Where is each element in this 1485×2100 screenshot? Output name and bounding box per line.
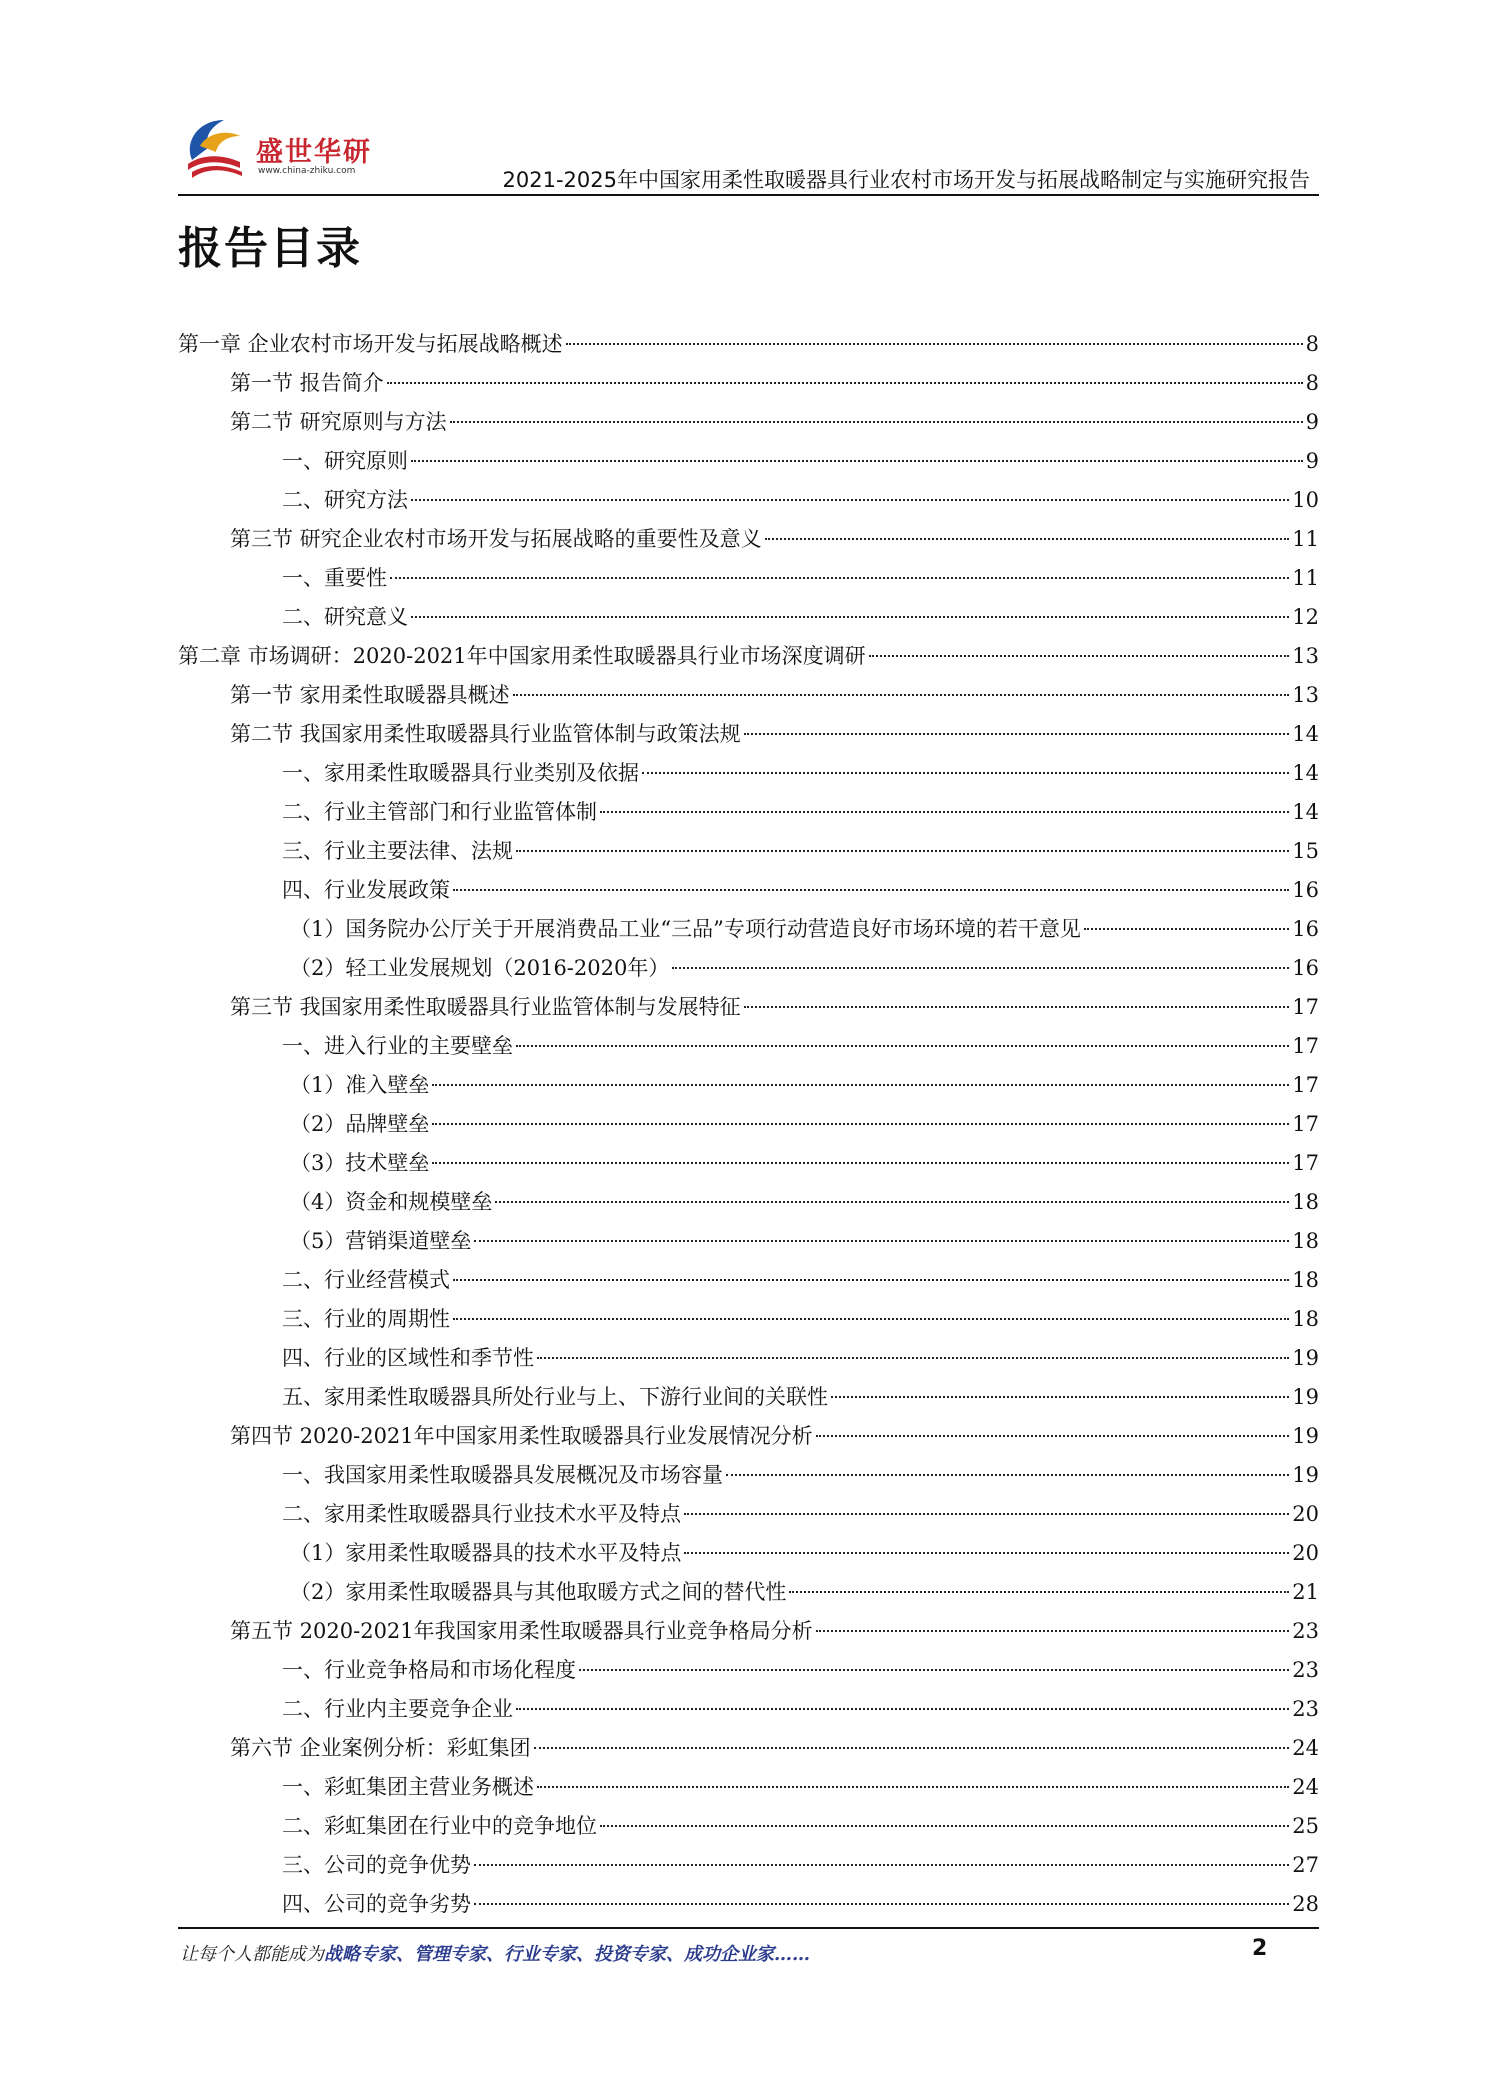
toc-entry[interactable] [178,1458,1319,1497]
footer-slogan-prefix: 让每个人都能成为 [180,1944,324,1965]
toc-entry[interactable] [178,327,1319,366]
toc-entry-label: 二、行业经营模式 [282,1268,450,1292]
toc-entry[interactable] [178,405,1319,444]
toc-entry-label: 第二节 我国家用柔性取暖器具行业监管体制与政策法规 [230,722,741,746]
toc-entry[interactable] [178,1653,1319,1692]
toc-leader-dots [726,1474,1289,1476]
toc-entry-label: 三、行业的周期性 [282,1307,450,1331]
logo-url: www.china-zhiku.com [258,166,356,176]
toc-leader-dots [450,421,1303,423]
toc-leader-dots [566,343,1303,345]
toc-leader-dots [869,655,1290,657]
toc-entry-label: 四、公司的竞争劣势 [282,1892,471,1916]
page-header [178,102,1318,197]
toc-entry[interactable] [178,1029,1319,1068]
toc-entry-page: 15 [1292,839,1319,863]
footer-slogan [180,1940,810,1966]
toc-entry-page: 23 [1292,1697,1319,1721]
toc-leader-dots [474,1240,1289,1242]
toc-entry[interactable] [178,1887,1319,1926]
toc-entry-page: 17 [1292,1112,1319,1136]
toc-entry[interactable] [178,1692,1319,1731]
toc-entry-page: 9 [1305,449,1319,473]
toc-leader-dots [672,967,1289,969]
toc-entry-page: 14 [1292,800,1319,824]
toc-entry[interactable] [178,1380,1319,1419]
toc-entry[interactable] [178,1224,1319,1263]
toc-entry-label: 二、彩虹集团在行业中的竞争地位 [282,1814,597,1838]
toc-entry[interactable] [178,951,1319,990]
toc-entry-page: 8 [1305,332,1319,356]
toc-leader-dots [534,1747,1290,1749]
toc-leader-dots [537,1357,1289,1359]
toc-entry-label: 第一节 家用柔性取暖器具概述 [230,683,510,707]
toc-entry-label: 二、家用柔性取暖器具行业技术水平及特点 [282,1502,681,1526]
toc-entry[interactable] [178,1419,1319,1458]
footer-divider [178,1927,1319,1929]
toc-entry-page: 13 [1292,683,1319,707]
toc-entry-page: 10 [1292,488,1319,512]
toc-leader-dots [516,850,1289,852]
toc-entry-page: 17 [1292,995,1319,1019]
toc-entry[interactable] [178,756,1319,795]
toc-entry-label: 第三节 研究企业农村市场开发与拓展战略的重要性及意义 [230,527,762,551]
toc-entry-page: 19 [1292,1385,1319,1409]
logo-text: 盛世华研 [256,137,372,168]
toc-entry[interactable] [178,1614,1319,1653]
toc-leader-dots [453,1279,1289,1281]
toc-entry-label: 第六节 企业案例分析：彩虹集团 [230,1736,531,1760]
toc-entry[interactable] [178,1068,1319,1107]
toc-entry[interactable] [178,1185,1319,1224]
toc-entry-label: （1）国务院办公厅关于开展消费品工业“三品”专项行动营造良好市场环境的若干意见 [290,917,1081,941]
toc-entry-label: 二、行业内主要竞争企业 [282,1697,513,1721]
toc-entry-page: 11 [1292,566,1319,590]
toc-leader-dots [432,1123,1289,1125]
toc-leader-dots [411,460,1303,462]
toc-leader-dots [684,1552,1289,1554]
toc-entry[interactable] [178,834,1319,873]
toc-entry[interactable] [178,678,1319,717]
toc-leader-dots [513,694,1290,696]
toc-entry-page: 19 [1292,1424,1319,1448]
toc-entry[interactable] [178,1536,1319,1575]
toc-entry-page: 18 [1292,1190,1319,1214]
toc-entry-label: 第三节 我国家用柔性取暖器具行业监管体制与发展特征 [230,995,741,1019]
toc-entry-label: 二、研究方法 [282,488,408,512]
toc-entry-label: （1）准入壁垒 [290,1073,430,1097]
toc-leader-dots [600,811,1289,813]
toc-entry-label: 一、研究原则 [282,449,408,473]
toc-entry-page: 16 [1292,917,1319,941]
toc-entry-label: 第一章 企业农村市场开发与拓展战略概述 [178,332,563,356]
toc-entry-label: 第一节 报告简介 [230,371,384,395]
toc-leader-dots [474,1864,1289,1866]
logo-emblem-icon [178,102,258,182]
page-title: 报告目录 [178,223,362,274]
toc-entry-label: 五、家用柔性取暖器具所处行业与上、下游行业间的关联性 [282,1385,828,1409]
toc-entry-label: 四、行业发展政策 [282,878,450,902]
toc-entry-page: 19 [1292,1346,1319,1370]
toc-entry-page: 24 [1292,1736,1319,1760]
toc-leader-dots [453,889,1289,891]
toc-entry-page: 21 [1292,1580,1319,1604]
toc-entry-label: 第二节 研究原则与方法 [230,410,447,434]
toc-entry-page: 18 [1292,1229,1319,1253]
toc-entry-page: 17 [1292,1073,1319,1097]
toc-leader-dots [744,733,1290,735]
toc-leader-dots [453,1318,1289,1320]
footer-slogan-highlight: 战略专家、管理专家、行业专家、投资专家、成功企业家…… [324,1944,810,1965]
toc-entry-page: 18 [1292,1307,1319,1331]
toc-entry[interactable] [178,1263,1319,1302]
toc-entry-label: （5）营销渠道壁垒 [290,1229,472,1253]
toc-entry-page: 13 [1292,644,1319,668]
toc-entry[interactable] [178,795,1319,834]
toc-leader-dots [432,1162,1289,1164]
toc-leader-dots [537,1786,1289,1788]
toc-entry-page: 28 [1292,1892,1319,1916]
toc-leader-dots [411,499,1289,501]
toc-entry-page: 16 [1292,956,1319,980]
toc-leader-dots [744,1006,1290,1008]
toc-entry[interactable] [178,1146,1319,1185]
toc-leader-dots [831,1396,1289,1398]
toc-entry[interactable] [178,639,1319,678]
toc-leader-dots [387,382,1303,384]
toc-entry-label: （2）轻工业发展规划（2016-2020年） [290,956,670,980]
toc-entry[interactable] [178,912,1319,951]
toc-leader-dots [579,1669,1289,1671]
toc-entry-label: 一、彩虹集团主营业务概述 [282,1775,534,1799]
toc-entry-label: 三、公司的竞争优势 [282,1853,471,1877]
toc-entry[interactable] [178,366,1319,405]
toc-entry-page: 19 [1292,1463,1319,1487]
toc-leader-dots [642,772,1289,774]
toc-entry[interactable] [178,1341,1319,1380]
toc-entry[interactable] [178,1770,1319,1809]
toc-leader-dots [816,1630,1290,1632]
toc-entry-label: 四、行业的区域性和季节性 [282,1346,534,1370]
toc-entry[interactable] [178,990,1319,1029]
toc-entry-page: 20 [1292,1541,1319,1565]
toc-leader-dots [684,1513,1289,1515]
header-divider [178,194,1319,196]
toc-entry-label: （2）品牌壁垒 [290,1112,430,1136]
toc-leader-dots [432,1084,1289,1086]
toc-entry[interactable] [178,1497,1319,1536]
toc-entry-page: 27 [1292,1853,1319,1877]
toc-entry[interactable] [178,561,1319,600]
toc-entry[interactable] [178,444,1319,483]
toc-entry[interactable] [178,522,1319,561]
toc-entry[interactable] [178,1107,1319,1146]
toc-leader-dots [600,1825,1289,1827]
toc-entry-label: 第四节 2020-2021年中国家用柔性取暖器具行业发展情况分析 [230,1424,813,1448]
toc-entry-page: 12 [1292,605,1319,629]
toc-entry-label: （1）家用柔性取暖器具的技术水平及特点 [290,1541,682,1565]
toc-entry-label: （3）技术壁垒 [290,1151,430,1175]
toc-leader-dots [789,1591,1289,1593]
toc-entry-label: 一、行业竞争格局和市场化程度 [282,1658,576,1682]
company-logo [178,102,378,192]
toc-entry[interactable] [178,1575,1319,1614]
toc-entry-page: 16 [1292,878,1319,902]
toc-entry[interactable] [178,717,1319,756]
table-of-contents [178,327,1319,1926]
toc-entry-page: 23 [1292,1658,1319,1682]
toc-entry-label: 一、家用柔性取暖器具行业类别及依据 [282,761,639,785]
toc-leader-dots [516,1708,1289,1710]
toc-entry-label: 二、行业主管部门和行业监管体制 [282,800,597,824]
toc-entry[interactable] [178,1302,1319,1341]
toc-leader-dots [495,1201,1289,1203]
toc-leader-dots [411,616,1289,618]
toc-entry-label: 第二章 市场调研：2020-2021年中国家用柔性取暖器具行业市场深度调研 [178,644,866,668]
toc-entry[interactable] [178,1809,1319,1848]
toc-entry-page: 24 [1292,1775,1319,1799]
toc-entry-page: 14 [1292,761,1319,785]
toc-entry-label: 三、行业主要法律、法规 [282,839,513,863]
toc-entry-page: 17 [1292,1034,1319,1058]
toc-entry[interactable] [178,1848,1319,1887]
toc-entry-label: 二、研究意义 [282,605,408,629]
toc-entry[interactable] [178,483,1319,522]
toc-entry-label: （4）资金和规模壁垒 [290,1190,493,1214]
toc-leader-dots [474,1903,1289,1905]
toc-entry-page: 18 [1292,1268,1319,1292]
toc-leader-dots [816,1435,1290,1437]
toc-entry[interactable] [178,873,1319,912]
toc-leader-dots [765,538,1290,540]
toc-entry[interactable] [178,600,1319,639]
toc-entry-label: 第五节 2020-2021年我国家用柔性取暖器具行业竞争格局分析 [230,1619,813,1643]
report-title: 2021-2025年中国家用柔性取暖器具行业农村市场开发与拓展战略制定与实施研究报告 [502,168,1310,192]
toc-entry-page: 8 [1305,371,1319,395]
toc-leader-dots [1084,928,1289,930]
toc-entry-label: 一、重要性 [282,566,387,590]
toc-entry-page: 25 [1292,1814,1319,1838]
toc-entry-page: 20 [1292,1502,1319,1526]
toc-entry[interactable] [178,1731,1319,1770]
toc-entry-page: 11 [1292,527,1319,551]
page-number: 2 [1252,1936,1268,1961]
toc-entry-page: 9 [1305,410,1319,434]
toc-entry-page: 23 [1292,1619,1319,1643]
toc-entry-label: 一、进入行业的主要壁垒 [282,1034,513,1058]
toc-entry-page: 14 [1292,722,1319,746]
toc-entry-label: （2）家用柔性取暖器具与其他取暖方式之间的替代性 [290,1580,787,1604]
toc-entry-page: 17 [1292,1151,1319,1175]
toc-leader-dots [390,577,1289,579]
toc-leader-dots [516,1045,1289,1047]
toc-entry-label: 一、我国家用柔性取暖器具发展概况及市场容量 [282,1463,723,1487]
